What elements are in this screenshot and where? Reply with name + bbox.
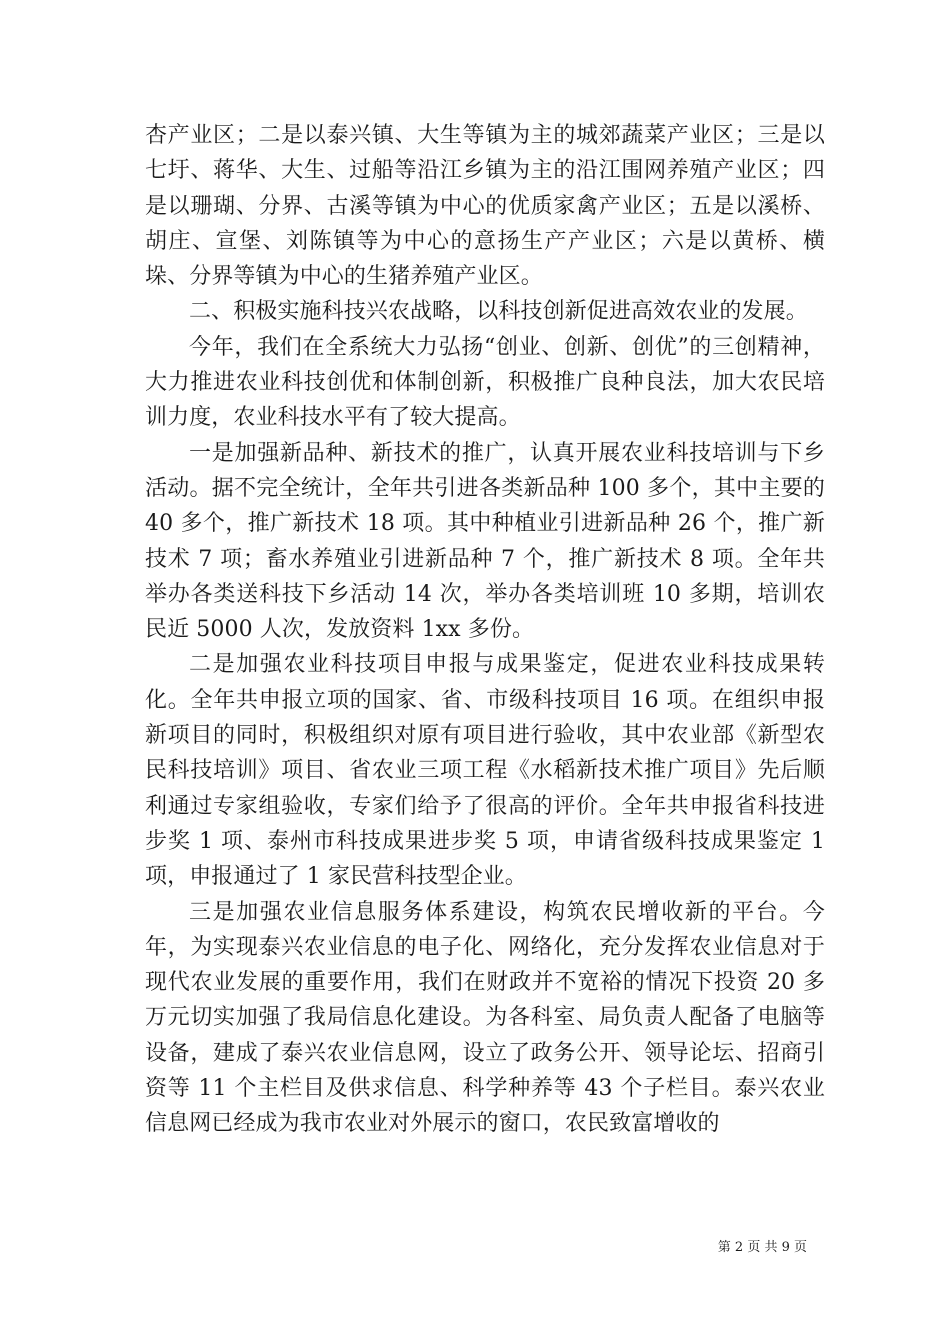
paragraph-3: 今年，我们在全系统大力弘扬“创业、创新、创优”的三创精神，大力推进农业科技创优和体制创新，积极推广良种良法，加大农民培训力度，农业科技水平有了较大提高。 <box>145 334 825 431</box>
paragraph-5: 二是加强农业科技项目申报与成果鉴定，促进农业科技成果转化。全年共申报立项的国家、省、市级科技项目 16 项。在组织申报新项目的同时，积极组织对原有项目进行验收，其中农业部《新型农民科技培训》项目、省农业三项工程《水稻新技术推广项目》先后顺利通过专家组验收，专家们给予了很高的评价。全年共申报省科技进步奖 1 项、泰州市科技成果进步奖 5 项，申请省级科技成果鉴定 1 项，申报通过了 1 家民营科技型企业。 <box>145 652 825 890</box>
section-heading: 二、积极实施科技兴农战略，以科技创新促进高效农业的发展。 <box>189 299 808 325</box>
paragraph-4: 一是加强新品种、新技术的推广，认真开展农业科技培训与下乡活动。据不完全统计，全年共引进各类新品种 100 多个，其中主要的 40 多个，推广新技术 18 项。其中种植业引进新品种 26 个，推广新技术 7 项；畜水养殖业引进新品种 7 个，推广新技术 8 项。全年共举办各类送科技下乡活动 14 次，举办各类培训班 10 多期，培训农民近 5000 人次，发放资料 1xx 多份。 <box>145 440 825 643</box>
paragraph-1: 杏产业区；二是以泰兴镇、大生等镇为主的城郊蔬菜产业区；三是以七圩、蒋华、大生、过船等沿江乡镇为主的沿江围网养殖产业区；四是以珊瑚、分界、古溪等镇为中心的优质家禽产业区；五是以溪桥、胡庄、宣堡、刘陈镇等为中心的意扬生产产业区；六是以黄桥、横垛、分界等镇为中心的生猪养殖产业区。 <box>145 123 825 290</box>
document-body <box>145 118 825 1142</box>
page-number-footer: 第 2 页 共 9 页 <box>717 1240 807 1255</box>
paragraph-6: 三是加强农业信息服务体系建设，构筑农民增收新的平台。今年，为实现泰兴农业信息的电子化、网络化，充分发挥农业信息对于现代农业发展的重要作用，我们在财政并不宽裕的情况下投资 20 多万元切实加强了我局信息化建设。为各科室、局负责人配备了电脑等设备，建成了泰兴农业信息网，设立了政务公开、领导论坛、招商引资等 11 个主栏目及供求信息、科学种养等 43 个子栏目。泰兴农业信息网已经成为我市农业对外展示的窗口，农民致富增收的 <box>145 899 825 1137</box>
